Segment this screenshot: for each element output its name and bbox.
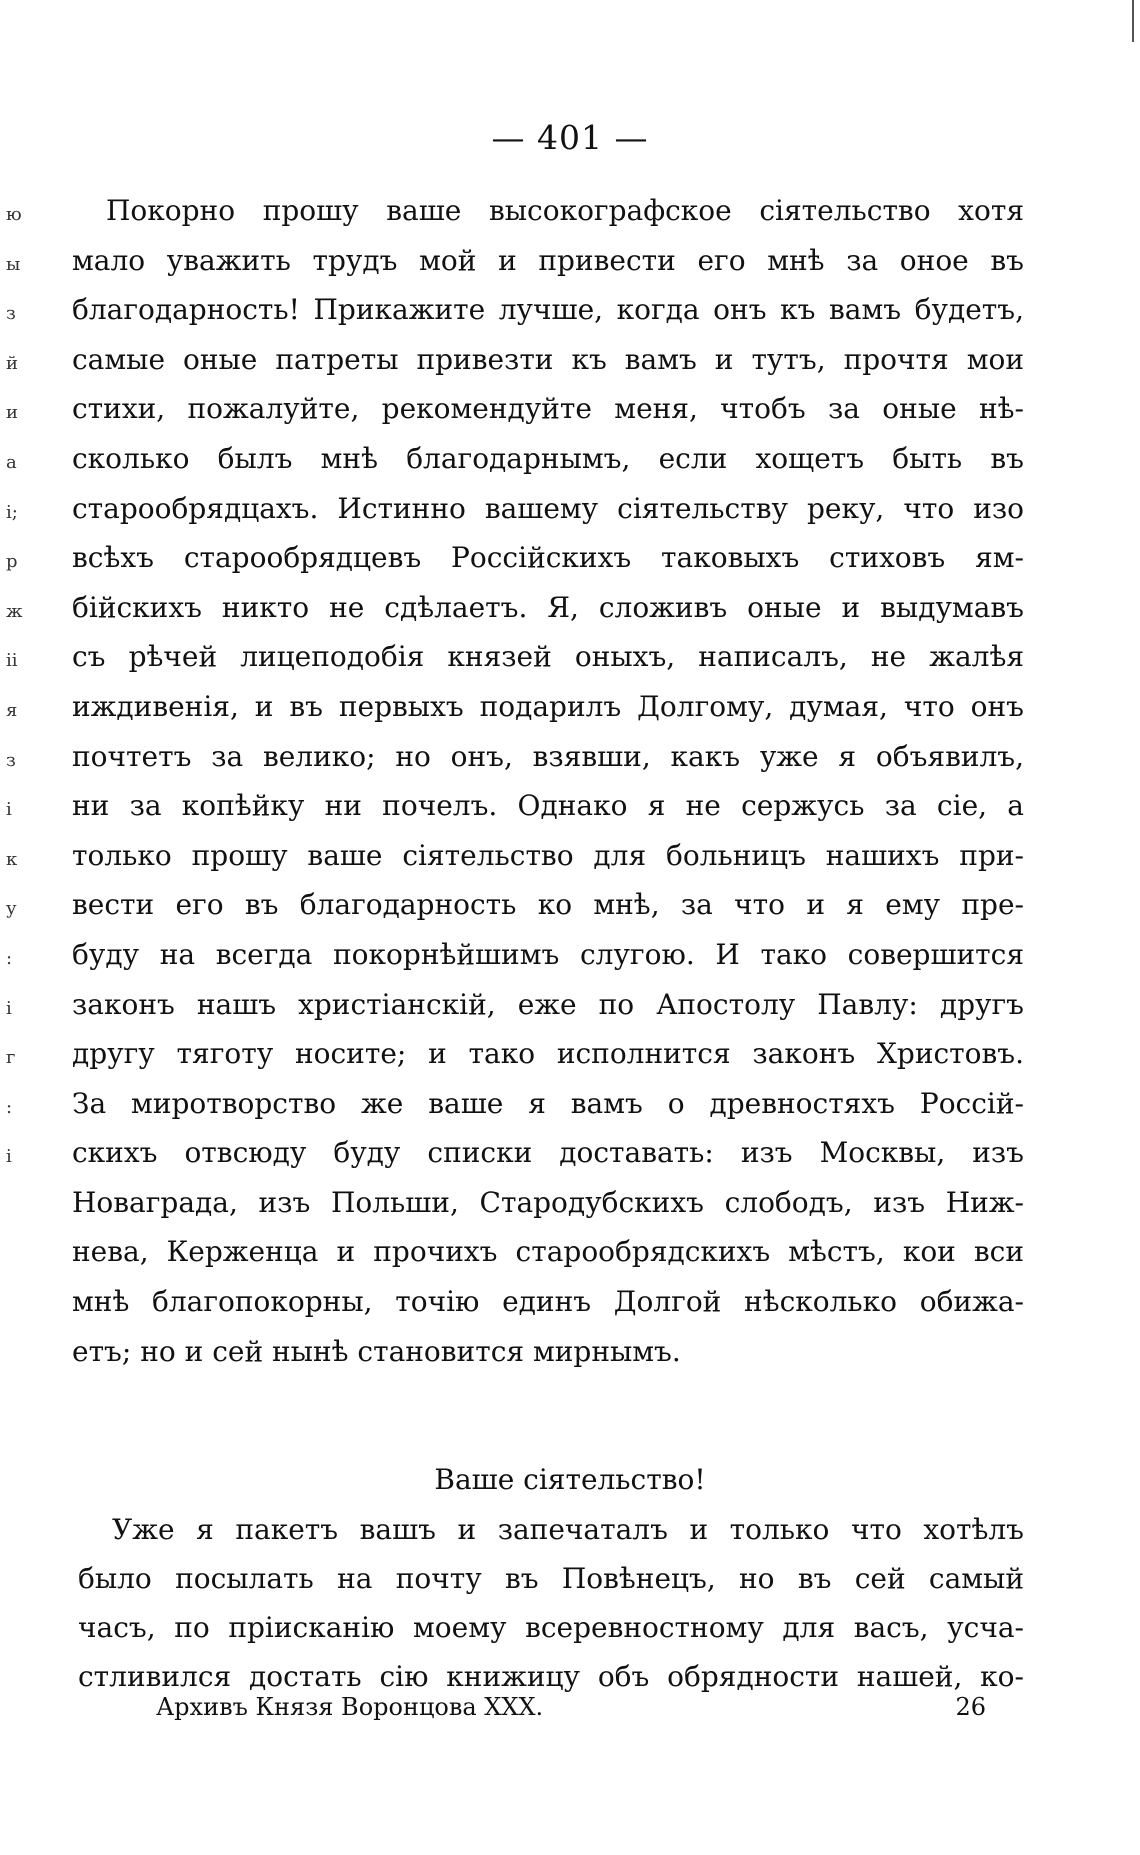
page-number: — 401 — — [491, 118, 649, 157]
text-line: старообрядцахъ. Истинно вашему сіятельству реку, что изо — [72, 491, 1024, 525]
text-line: буду на всегда покорнѣйшимъ слугою. И тако совершится — [72, 937, 1024, 971]
text-line: ни за копѣйку ни почелъ. Однако я не сержусь за сіе, а — [72, 789, 1024, 823]
text-line: вести его въ благодарность ко мнѣ, за что и я ему пре- — [72, 888, 1024, 922]
margin-mark: к — [6, 848, 18, 870]
margin-mark: і — [6, 799, 12, 821]
margin-mark: з — [6, 303, 16, 325]
margin-mark: а — [6, 451, 17, 473]
footer-signature-mark: 26 — [955, 1693, 986, 1721]
letter-body — [72, 186, 1024, 1376]
margin-mark: іі — [6, 650, 18, 672]
text-line: мнѣ благопокорны, точію единъ Долгой нѣсколько обижа- — [72, 1285, 1024, 1319]
margin-mark — [6, 1182, 36, 1232]
margin-mark — [6, 1281, 36, 1331]
text-line: бійскихъ никто не сдѣлаетъ. Я, сложивъ оные и выдумавъ — [72, 590, 1024, 624]
text-line: стливился достать сію книжицу объ обрядности нашей, ко- — [78, 1660, 1024, 1693]
text-line: Уже я пакетъ вашъ и запечаталъ и только что хотѣлъ — [112, 1513, 1024, 1546]
margin-mark: г — [6, 1047, 16, 1069]
margin-mark: р — [6, 551, 18, 573]
page-edge-line — [1132, 0, 1134, 42]
margin-mark: і; — [6, 501, 18, 523]
margin-mark: і — [6, 1146, 12, 1168]
margin-mark: і — [6, 997, 12, 1019]
text-line: благодарность! Прикажите лучше, когда онъ къ вамъ будетъ, — [72, 293, 1024, 327]
second-letter-body — [78, 1505, 1024, 1701]
text-line: стихи, пожалуйте, рекомендуйте меня, чтобъ за оные нѣ- — [72, 392, 1024, 426]
margin-mark: и — [6, 402, 18, 424]
text-line: скихъ отвсюду буду списки доставать: изъ Москвы, изъ — [72, 1136, 1024, 1170]
text-line: было посылать на почту въ Повѣнецъ, но въ сей самый — [78, 1562, 1024, 1595]
footer-source: Архивъ Князя Воронцова XXX. — [156, 1693, 544, 1721]
text-line: етъ; но и сей нынѣ становится мирнымъ. — [72, 1334, 681, 1368]
margin-mark: я — [6, 699, 18, 721]
text-line: законъ нашъ христіанскій, еже по Апостолу Павлу: другъ — [72, 987, 1024, 1021]
text-line: нева, Керженца и прочихъ старообрядскихъ мѣстъ, кои вси — [72, 1235, 1024, 1269]
margin-mark — [6, 1231, 36, 1281]
text-line: Покорно прошу ваше высокографское сіятельство хотя — [106, 194, 1024, 227]
text-line: только прошу ваше сіятельство для больницъ нашихъ при- — [72, 838, 1024, 872]
text-line: самые оные патреты привезти къ вамъ и тутъ, прочтя мои — [72, 342, 1024, 376]
text-line: съ рѣчей лицеподобія князей оныхъ, написалъ, не жалѣя — [72, 640, 1024, 674]
margin-mark: : — [6, 947, 13, 969]
text-line: почтетъ за велико; но онъ, взявши, какъ уже я объявилъ, — [72, 739, 1024, 773]
text-line: всѣхъ старообрядцевъ Россійскихъ таковыхъ стиховъ ям- — [72, 541, 1024, 575]
text-line: Новаграда, изъ Польши, Стародубскихъ слободъ, изъ Ниж- — [72, 1185, 1024, 1219]
margin-mark: ж — [6, 600, 23, 622]
margin-mark: з — [6, 749, 16, 771]
text-line: другу тяготу носите; и тако исполнится законъ Христовъ. — [72, 1037, 1024, 1071]
margin-mark: й — [6, 352, 18, 374]
margin-mark — [6, 1331, 36, 1381]
text-line: сколько былъ мнѣ благодарнымъ, если хощетъ быть въ — [72, 441, 1024, 475]
left-margin-marks — [6, 190, 36, 1380]
text-line: За миротворство же ваше я вамъ о древностяхъ Россій- — [72, 1086, 1024, 1120]
margin-mark: ю — [6, 204, 22, 225]
margin-mark: ы — [6, 253, 21, 275]
text-line: иждивенія, и въ первыхъ подарилъ Долгому, думая, что онъ — [72, 689, 1024, 723]
margin-mark: у — [6, 898, 17, 920]
text-line: часъ, по пріисканію моему всеревностному для васъ, усча- — [78, 1611, 1024, 1644]
salutation-heading: Ваше сіятельство! — [434, 1463, 706, 1496]
text-line: мало уважить трудъ мой и привести его мнѣ за оное въ — [72, 243, 1024, 277]
margin-mark: : — [6, 1096, 13, 1118]
